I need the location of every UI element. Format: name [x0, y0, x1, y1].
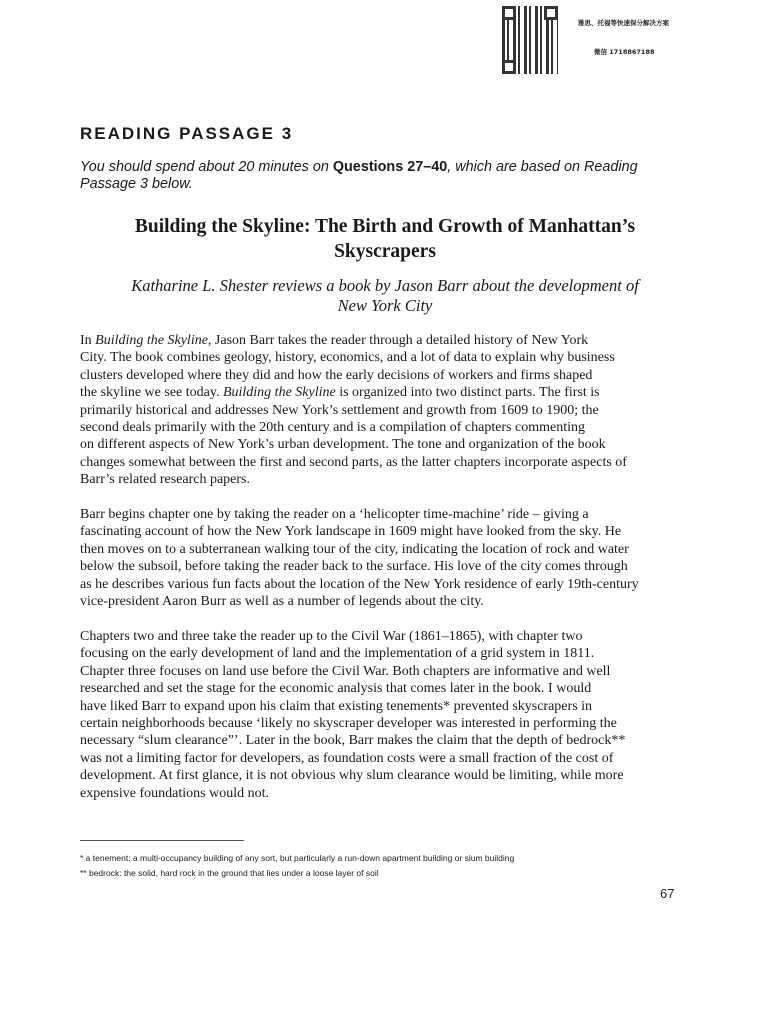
section-heading: READING PASSAGE 3 [80, 124, 294, 143]
passage-subtitle [80, 276, 690, 316]
p1-text: is organized into two distinct parts. The first is [335, 385, 600, 401]
footnote-divider [80, 840, 244, 841]
p3-line: researched and set the stage for the economic analysis that comes later in the book. I would [80, 681, 592, 697]
p3-line: necessary “slum clearance”’. Later in the book, Barr makes the claim that the depth of bedrock** [80, 733, 626, 749]
p3-line: focusing on the early development of land and the implementation of a grid system in 1811. [80, 646, 595, 662]
p1-line: primarily historical and addresses New York’s settlement and growth from 1609 to 1900; the [80, 402, 599, 418]
book-title: Building the Skyline [95, 333, 208, 348]
qr-code-icon [502, 6, 558, 74]
p3-line: Chapter three focuses on land use before the Civil War. Both chapters are informative and well [80, 663, 611, 679]
instructions-pre: You should spend about 20 minutes on [80, 159, 333, 175]
p1-line: second deals primarily with the 20th century and is a compilation of chapters commenting [80, 420, 586, 436]
instructions-post: , which are based on Reading [447, 159, 638, 175]
p1-text: In [80, 333, 96, 348]
p3-line: was not a limiting factor for developers, as foundation costs were a small fraction of the cost of [80, 750, 614, 766]
title-line1: Building the Skyline: The Birth and Growth of Manhattan’s [134, 216, 636, 237]
passage-title [80, 214, 690, 264]
p2-line: as he describes various fun facts about the location of the New York residence of early 19th-century [80, 576, 639, 592]
p1-line: on different aspects of New York’s urban development. The tone and organization of the book [80, 437, 606, 453]
p1-line: changes somewhat between the first and second parts, as the latter chapters incorporate aspects of [80, 454, 627, 470]
subtitle-line2: New York City [337, 296, 433, 315]
p2-line: then moves on to a subterranean walking tour of the city, indicating the location of rock and water [80, 541, 629, 557]
p2-line: Barr begins chapter one by taking the reader on a ‘helicopter time-machine’ ride – giving a [80, 507, 589, 523]
p3-line: expensive foundations would not. [80, 785, 269, 801]
title-line2: Skyscrapers [334, 241, 436, 262]
book-title: Building the Skyline [222, 385, 336, 401]
footnote-tenement: * a tenement: a multi-occupancy building of any sort, but particularly a run-down apartment building or slum building [80, 853, 515, 863]
p2-line: vice-president Aaron Burr as well as a number of legends about the city. [80, 594, 484, 610]
p2-line: fascinating account of how the New York landscape in 1609 might have looked from the sky. He [80, 524, 622, 540]
p3-line: certain neighborhoods because ‘likely no skyscraper developer was interested in performing the [80, 715, 617, 731]
p3-line: Chapters two and three take the reader up to the Civil War (1861–1865), with chapter two [80, 628, 583, 644]
instructions [80, 159, 690, 193]
p1-line: City. The book combines geology, history, economics, and a lot of data to explain why business [80, 350, 615, 366]
instructions-questions: Questions 27–40 [332, 159, 448, 175]
footnote-bedrock: ** bedrock: the solid, hard rock in the ground that lies under a loose layer of soil [80, 868, 379, 878]
p1-line: clusters developed where they did and how the early decisions of workers and firms shaped [80, 367, 593, 383]
qr-caption: 雅思、托福等快速保分解决方案 [578, 19, 669, 27]
paragraph-1 [80, 332, 680, 489]
p3-line: have liked Barr to expand upon his claim that existing tenements* prevented skyscrapers in [80, 698, 593, 714]
p3-line: development. At first glance, it is not obvious why slum clearance would be limiting, while more [80, 768, 624, 784]
p1-line [80, 332, 680, 349]
instructions-line2: Passage 3 below. [80, 176, 193, 192]
p1-line [80, 384, 680, 401]
p1-text: , Jason Barr takes the reader through a detailed history of New York [207, 333, 589, 348]
subtitle-line1: Katharine L. Shester reviews a book by Jason Barr about the development of [131, 276, 639, 295]
passage-body [80, 332, 680, 819]
page-number: 67 [660, 886, 675, 901]
p2-line: below the subsoil, before taking the reader back to the surface. His love of the city comes through [80, 559, 628, 575]
paragraph-3 [80, 628, 680, 802]
p1-text: the skyline we see today. [80, 385, 223, 401]
qr-contact: 微信 1718867188 [594, 48, 655, 56]
paragraph-2 [80, 506, 680, 610]
p1-line: Barr’s related research papers. [80, 472, 250, 488]
